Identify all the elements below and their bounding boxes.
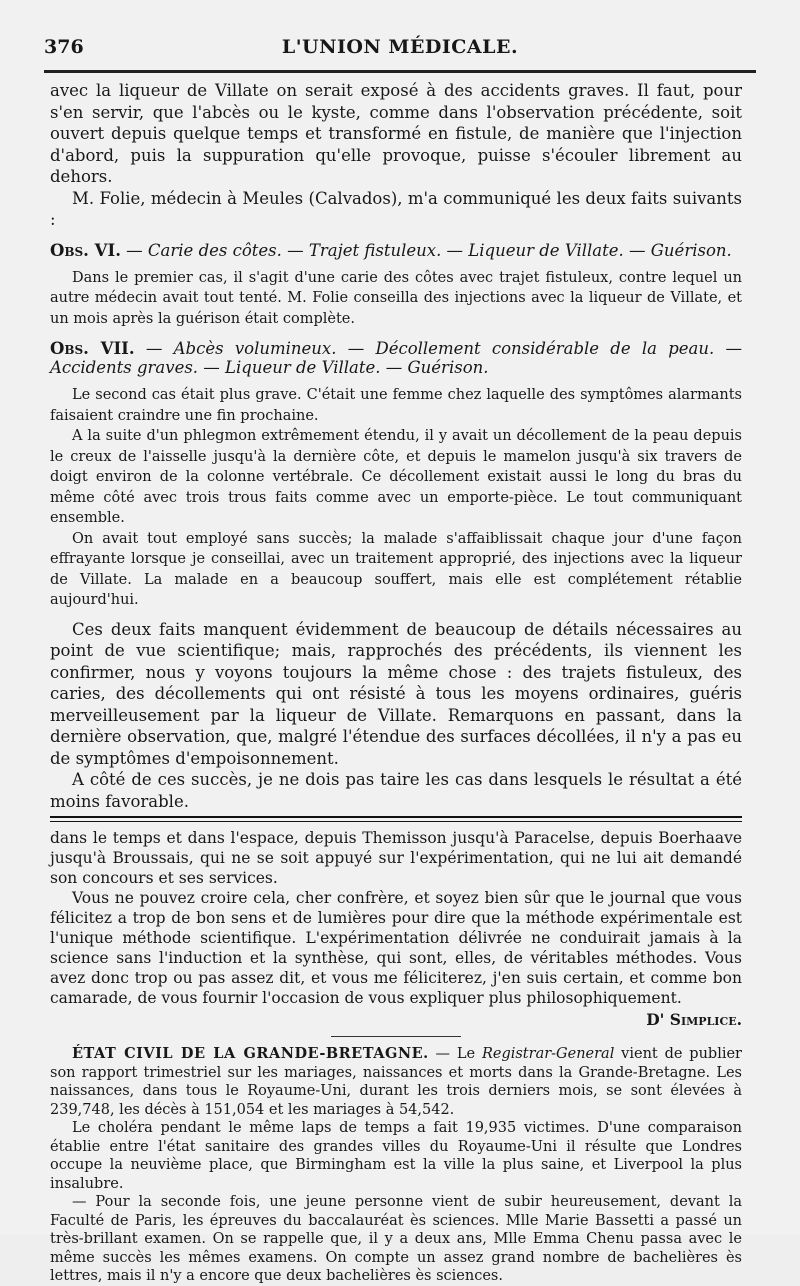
news-section — [50, 1045, 742, 1286]
news-paragraph-2: Le choléra pendant le même laps de temps a fait 19,935 victimes. D'une comparaison établie entre l'état sanitaire des grandes villes du Royaume-Uni il résulte que Londres occupe la neuvième place, que Birmingham est la ville la plus saine, et Liverpool la plus insalubre. — [50, 1120, 742, 1192]
paragraph-discussion: Ces deux faits manquent évidemment de beaucoup de détails nécessaires au point de vue scientifique; mais, rapprochés des précédents, ils viennent les confirmer, nous y voyons toujours la même chose : des trajets fistuleux, des caries, des décollements qui ont résisté à tous les moyens ordinaires, guéris merveilleusement par la liqueur de Villate. Remarquons en passant, dans la dernière observation, que, malgré l'étendue des surfaces décollées, il n'y a pas eu de symptômes d'empoisonnement. — [50, 619, 742, 768]
section-divider-rule — [50, 816, 742, 818]
short-divider-rule — [331, 1036, 461, 1037]
paragraph-continuation: avec la liqueur de Villate on serait exposé à des accidents graves. Il faut, pour s'en servir, que l'abcès ou le kyste, comme dans l'observation précédente, soit ouvert depuis quelque temps et transformé en fistule, de manière que l'injection d'abord, puis la suppuration qu'elle provoque, puisse s'écouler librement au dehors. — [50, 81, 742, 186]
observation-7-heading — [50, 339, 742, 377]
obs7-title: — Abcès volumineux. — Décollement considérable de la peau. — Accidents graves. — Liqueur de Villate. — Guérison. — [50, 339, 742, 377]
obs7-paragraph-3: On avait tout employé sans succès; la malade s'affaiblissait chaque jour d'une façon effrayante lorsque je conseillai, avec un traitement approprié, des injections avec la liqueur de Villate. La malade en a beaucoup souffert, mais elle est complétement rétablie aujourd'hui. — [50, 530, 742, 608]
feuilleton-paragraph-1: dans le temps et dans l'espace, depuis Themisson jusqu'à Paracelse, depuis Boerhaave jusqu'à Broussais, qui ne se soit appuyé sur l'expérimentation, qui ne lui ait demandé son concours et ses services. — [50, 829, 742, 887]
news-paragraph-1 — [50, 1045, 742, 1119]
main-article-section — [50, 80, 742, 812]
news-paragraph-3: — Pour la seconde fois, une jeune personne vient de subir heureusement, devant la Faculté de Paris, les épreuves du baccalauréat ès sciences. Mlle Marie Bassetti a passé un très-brillant examen. On se rappelle que, il y a deux ans, Mlle Emma Chenu passa avec le même succès les mêmes examens. On compte un assez grand nombre de bachelières ès lettres, mais il n'y a encore que deux bachelières ès sciences. — [50, 1194, 742, 1284]
section-divider-rule-thin — [50, 821, 742, 822]
obs6-title: — Carie des côtes. — Trajet fistuleux. — Liqueur de Villate. — Guérison. — [120, 240, 732, 260]
page-number: 376 — [44, 36, 84, 58]
page-header — [44, 36, 756, 62]
author-signature: D' Simplice. — [646, 1010, 742, 1029]
paragraph-transition: A côté de ces succès, je ne dois pas taire les cas dans lesquels le résultat a été moins favorable. — [50, 770, 742, 811]
obs6-label: Obs. VI. — [50, 240, 121, 260]
observation-6-heading — [50, 241, 742, 260]
feuilleton-paragraph-2: Vous ne pouvez croire cela, cher confrère, et soyez bien sûr que le journal que vous félicitez a trop de bon sens et de lumières pour dire que la méthode expérimentale est l'unique méthode scientifique. L'expérimentation délivrée ne conduirait jamais à la science sans l'induction et la synthèse, qui sont, elles, de véritables méthodes. Vous avez donc trop ou pas assez dit, et vous me féliciterez, j'en suis certain, et comme bon camarade, de vous fournir l'occasion de vous expliquer plus philosophiquement. — [50, 889, 742, 1007]
page-content — [50, 80, 742, 1286]
registrar-general: Registrar-General — [481, 1046, 615, 1062]
header-rule — [44, 70, 756, 73]
news-dash: — Le — [428, 1046, 482, 1062]
news-title: ÉTAT CIVIL DE LA GRANDE-BRETAGNE. — [72, 1045, 429, 1062]
obs7-label: Obs. VII. — [50, 339, 135, 358]
news-body-1: vient de publier son rapport trimestriel sur les mariages, naissances et morts dans la Grande-Bretagne. Les naissances, dans tous le Royaume-Uni, durant les trois derniers mois, se sont élevées à 239,748, les décès à 151,054 et les mariages à 54,542. — [50, 1046, 742, 1118]
paragraph-intro: M. Folie, médecin à Meules (Calvados), m'a communiqué les deux faits suivants : — [50, 188, 742, 229]
obs6-text: Dans le premier cas, il s'agit d'une carie des côtes avec trajet fistuleux, contre lequel un autre médecin avait tout tenté. M. Folie conseilla des injections avec la liqueur de Villate, et un mois après la guérison était complète. — [50, 269, 742, 327]
journal-title: L'UNION MÉDICALE. — [281, 36, 519, 58]
observation-6-body — [50, 268, 742, 330]
obs7-paragraph-2: A la suite d'un phlegmon extrêmement étendu, il y avait un décollement de la peau depuis le creux de l'aisselle jusqu'à la dernière côte, et depuis le mamelon jusqu'à six travers de doigt environ de la colonne vertébrale. Ce décollement existait aussi le long du bras du même côté avec trois trous faits comme avec un emporte-pièce. Le tout communiquant ensemble. — [50, 428, 742, 526]
feuilleton-section — [50, 828, 742, 1030]
observation-7-body — [50, 385, 742, 611]
obs7-paragraph-1: Le second cas était plus grave. C'était une femme chez laquelle des symptômes alarmants faisaient craindre une fin prochaine. — [50, 387, 742, 424]
